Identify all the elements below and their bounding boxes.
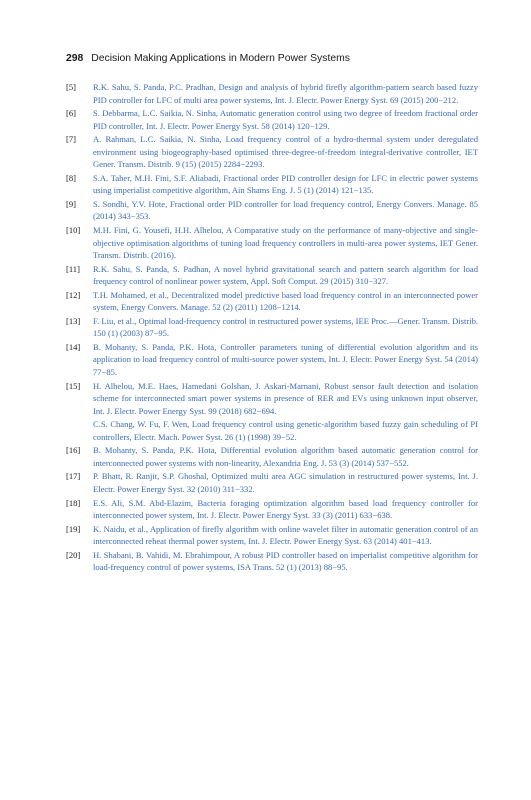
book-title: Decision Making Applications in Modern Power Systems (91, 53, 350, 64)
reference-number: [17] (66, 471, 81, 482)
reference-number: [6] (66, 108, 76, 119)
reference-citation-link[interactable]: P. Bhatt, R. Ranjit, S.P. Ghoshal, Optimized multi area AGC simulation in restructured power systems, Int. J. Electr. Power Energy Syst. 32 (2010) 311−332. (93, 471, 478, 494)
reference-item (66, 341, 478, 379)
reference-number: [11] (66, 263, 80, 274)
reference-citation-link[interactable]: H. Shabani, B. Vahidi, M. Ebrahimpour, A robust PID controller based on imperialist competitive algorithm for load-frequency control of power systems, ISA Trans. 52 (1) (2013) 88−95. (93, 549, 478, 573)
reference-number: [13] (66, 315, 81, 326)
reference-item (66, 289, 478, 314)
reference-item (66, 523, 478, 548)
reference-number: [18] (66, 497, 81, 508)
reference-item (66, 81, 478, 106)
reference-number: [12] (66, 289, 81, 300)
reference-item (66, 224, 478, 262)
reference-list (66, 81, 478, 575)
reference-citation-link[interactable]: M.H. Fini, G. Yousefi, H.H. Alhelou, A Comparative study on the performance of many-objective and single-objective optimisation algorithms of tuning load frequency controllers in multi-area power systems, IET Gener. Transm. Distrib. (2016). (93, 225, 478, 261)
reference-citation-link[interactable]: T.H. Mohamed, et al., Decentralized model predictive based load frequency control in an interconnected power system, Energy Convers. Manage. 52 (2) (2011) 1208−1214. (93, 289, 478, 313)
reference-item (66, 380, 478, 418)
reference-item (66, 418, 478, 443)
page-number: 298 (66, 53, 84, 64)
reference-number: [8] (66, 172, 76, 183)
reference-number: [16] (66, 445, 81, 456)
reference-item (66, 107, 478, 132)
reference-item (66, 263, 478, 288)
reference-item (66, 497, 478, 522)
reference-number: [20] (66, 549, 81, 560)
reference-number: [10] (66, 225, 81, 236)
reference-citation-link[interactable]: B. Mohanty, S. Panda, P.K. Hota, Controller parameters tuning of differential evolution algorithm and its application to load frequency control of multi-source power system, Int. J. Electr. Power Energy Syst. 54 (2014) 77−85. (93, 341, 478, 378)
reference-number: [9] (66, 198, 76, 209)
running-header (66, 53, 350, 64)
reference-item (66, 133, 478, 171)
reference-number: [14] (66, 341, 81, 352)
reference-citation-link[interactable]: S. Debbarma, L.C. Saikia, N. Sinha, Automatic generation control using two degree of freedom fractional order PID controller, Int. J. Electr. Power Energy Syst. 58 (2014) 120−129. (93, 108, 478, 131)
reference-number: [19] (66, 523, 81, 534)
reference-item (66, 549, 478, 574)
reference-item (66, 315, 478, 340)
reference-citation-link[interactable]: K. Naidu, et al., Application of firefly algorithm with online wavelet filter in automatic generation control of an interconnected reheat thermal power system, Int. J. Electr. Power Energy Syst. 63 (2014) 401−413. (93, 523, 478, 547)
reference-citation-link[interactable]: A. Rahman, L.C. Saikia, N. Sinha, Load frequency control of a hydro-thermal system under deregulated environment using biogeography-based optimised three-degree-of-freedom integral-derivative controller, IET Gener. Transm. Distrib. 9 (15) (2015) 2284−2293. (93, 134, 478, 170)
reference-citation-link[interactable]: H. Alhelou, M.E. Haes, Hamedani Golshan, J. Askari-Marnani, Robust sensor fault detection and isolation scheme for interconnected smart power systems in presence of RER and EVs using unknown input observer, Int. J. Electr. Power Energy Syst. 99 (2018) 682−694. (93, 380, 478, 416)
reference-item (66, 444, 478, 469)
reference-item (66, 198, 478, 223)
reference-number: [7] (66, 134, 76, 145)
reference-citation-link[interactable]: R.K. Sahu, S. Panda, P.C. Pradhan, Design and analysis of hybrid firefly algorithm-pattern search based fuzzy PID controller for LFC of multi area power systems, Int. J. Electr. Power Energy Syst. 69 (2015) 200−212. (93, 82, 478, 105)
reference-item (66, 172, 478, 197)
reference-citation-link[interactable]: B. Mohanty, S. Panda, P.K. Hota, Differential evolution algorithm based automatic generation control for interconnected power systems with non-linearity, Alexandria Eng. J. 53 (3) (2014) 537−552. (93, 445, 478, 468)
reference-citation-link[interactable]: S. Sondhi, Y.V. Hote, Fractional order PID controller for load frequency control, Energy Convers. Manage. 85 (2014) 343−353. (93, 198, 478, 222)
reference-citation-link[interactable]: S.A. Taher, M.H. Fini, S.F. Aliabadi, Fractional order PID controller design for LFC in electric power systems using imperialist competitive algorithm, Ain Shams Eng. J. 5 (1) (2014) 121−135. (93, 172, 478, 196)
reference-item (66, 470, 478, 495)
reference-number: [5] (66, 82, 76, 92)
reference-citation-link[interactable]: E.S. Ali, S.M. Abd-Elazim, Bacteria foraging optimization algorithm based load frequency controller for interconnected power system, Int. J. Electr. Power Energy Syst. 33 (3) (2011) 633−638. (93, 497, 478, 521)
reference-citation-link[interactable]: F. Liu, et al., Optimal load-frequency control in restructured power systems, IEE Proc.—Gener. Transm. Distrib. 150 (1) (2003) 87−95. (93, 315, 478, 339)
reference-number: [15] (66, 380, 81, 391)
reference-citation-link[interactable]: C.S. Chang, W. Fu, F. Wen, Load frequency control using genetic-algorithm based fuzzy gain scheduling of PI controllers, Electr. Mach. Power Syst. 26 (1) (1998) 39−52. (93, 419, 478, 442)
reference-citation-link[interactable]: R.K. Sahu, S. Panda, S. Padhan, A novel hybrid gravitational search and pattern search algorithm for load frequency control of nonlinear power system, Appl. Soft Comput. 29 (2015) 310−327. (93, 263, 478, 287)
